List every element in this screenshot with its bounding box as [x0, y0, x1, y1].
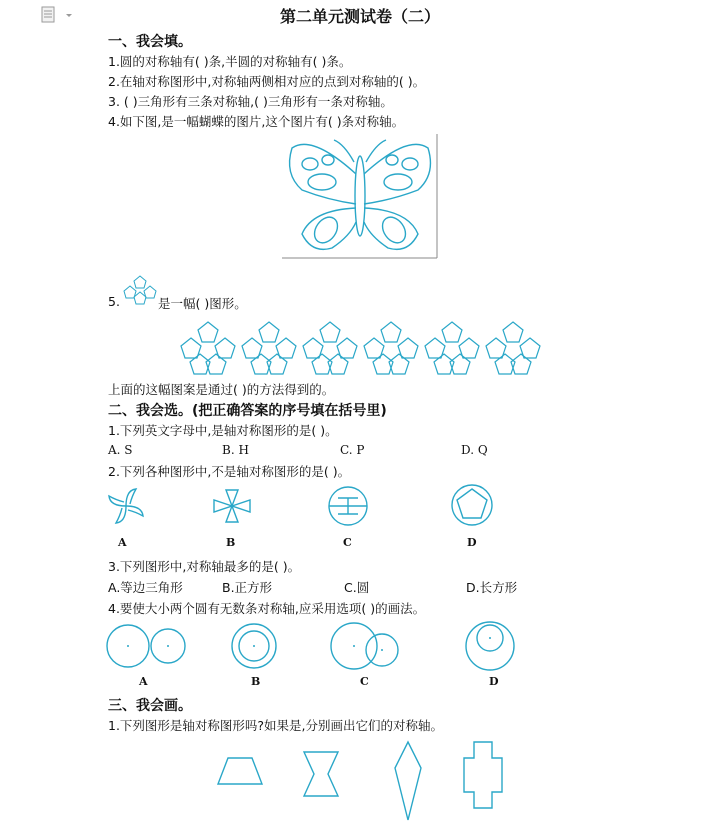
- s2-q3-option-c: C.圆: [344, 580, 370, 595]
- circles-option-b: [230, 622, 280, 670]
- s1-question-3: 3. ( )三角形有三条对称轴,( )三角形有一条对称轴。: [108, 94, 393, 109]
- s1-question-5-suffix: 是一幅( )图形。: [158, 296, 247, 311]
- pentagon-in-circle-figure: [450, 484, 494, 526]
- s2-q1-option-a: A. S: [108, 443, 133, 457]
- pentagon-pattern: [178, 320, 544, 380]
- s2-q1-option-d: D. Q: [461, 443, 488, 457]
- pinwheel-figure: [106, 486, 146, 526]
- s2-q4-label-c: C: [360, 675, 369, 688]
- s2-q2-label-c: C: [343, 536, 352, 549]
- s1-question-5-prefix: 5.: [108, 294, 120, 309]
- section2-heading: 二、我会选。(把正确答案的序号填在括号里): [108, 403, 387, 419]
- section1-heading: 一、我会填。: [108, 34, 192, 50]
- circle-symbol-figure: [326, 486, 370, 526]
- s2-q1-option-c: C. P: [340, 443, 365, 457]
- s2-question-3: 3.下列图形中,对称轴最多的是( )。: [108, 559, 301, 574]
- s2-q4-label-a: A: [139, 675, 148, 688]
- pentagon-cluster-small: [122, 274, 158, 308]
- s2-q2-label-b: B: [226, 536, 236, 549]
- s2-q3-option-a: A.等边三角形: [108, 580, 183, 595]
- circles-option-d: [464, 620, 518, 672]
- trapezoid-figure: [214, 754, 266, 788]
- section3-heading: 三、我会画。: [108, 698, 192, 714]
- kite-figure: [392, 740, 424, 822]
- circles-option-c: [330, 620, 402, 672]
- s2-q4-label-d: D: [489, 675, 499, 688]
- s2-q3-option-b: B.正方形: [222, 580, 273, 595]
- s1-question-1: 1.圆的对称轴有( )条,半圆的对称轴有( )条。: [108, 54, 352, 69]
- s2-q4-label-b: B: [251, 675, 261, 688]
- s3-question-1: 1.下列图形是轴对称图形吗?如果是,分别画出它们的对称轴。: [108, 718, 444, 733]
- s2-question-1: 1.下列英文字母中,是轴对称图形的是( )。: [108, 423, 338, 438]
- circles-option-a: [106, 622, 186, 670]
- s2-q2-label-d: D: [467, 536, 477, 549]
- cross-shape-figure: [460, 738, 506, 812]
- s1-question-2: 2.在轴对称图形中,对称轴两侧相对应的点到对称轴的( )。: [108, 74, 426, 89]
- bowtie-cross-figure: [210, 486, 254, 526]
- notched-rectangle-figure: [300, 748, 342, 800]
- s2-q1-option-b: B. H: [222, 443, 249, 457]
- s1-question-4: 4.如下图,是一幅蝴蝶的图片,这个图片有( )条对称轴。: [108, 114, 405, 129]
- s2-question-4: 4.要使大小两个圆有无数条对称轴,应采用选项( )的画法。: [108, 601, 426, 616]
- s1-question-5-follow: 上面的这幅图案是通过( )的方法得到的。: [108, 382, 335, 397]
- page-title: 第二单元测试卷（二）: [279, 7, 440, 26]
- s2-q3-option-d: D.长方形: [466, 580, 518, 595]
- s2-question-2: 2.下列各种图形中,不是轴对称图形的是( )。: [108, 464, 351, 479]
- s2-q2-label-a: A: [118, 536, 127, 549]
- butterfly-figure: [282, 134, 438, 260]
